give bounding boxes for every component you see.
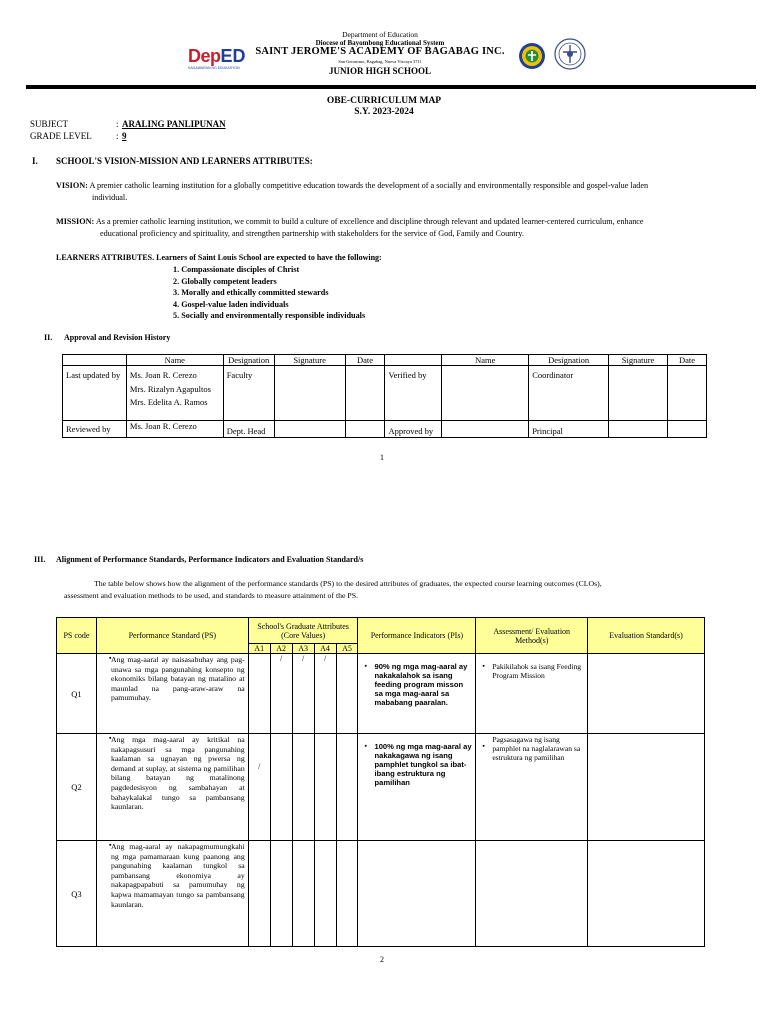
deped-logo-tagline: KAGAWARAN NG EDUKASYON [188, 66, 240, 70]
school-level: JUNIOR HIGH SCHOOL [328, 66, 431, 76]
mission-block [56, 216, 746, 240]
school-seal-icon [554, 38, 586, 70]
subject-label: SUBJECT [30, 119, 69, 129]
vision-block [56, 180, 736, 204]
subject-colon: : [116, 119, 119, 129]
last-updated-designation: Faculty [223, 366, 274, 421]
alignment-table [56, 617, 705, 947]
approved-by-name [442, 421, 529, 438]
reviewed-by-designation: Dept. Head [223, 421, 274, 438]
approval-header-designation: Designation [529, 355, 609, 366]
verified-by-designation: Coordinator [529, 366, 609, 421]
approval-header-blank [63, 355, 127, 366]
section3-intro [64, 578, 754, 601]
attr-mark-a2 [270, 841, 292, 947]
attributes-list [173, 264, 473, 322]
approval-header-date: Date [667, 355, 706, 366]
vision-line1: A premier catholic learning institution for a globally competitive education towards the development of a socially and environmentally responsible and gospel-value laden [89, 181, 649, 190]
approval-header-designation: Designation [223, 355, 274, 366]
signature-cell [609, 421, 668, 438]
approver-name: Ms. Joan R. Cerezo [129, 370, 197, 380]
approval-header-signature: Signature [609, 355, 668, 366]
date-cell [667, 421, 706, 438]
grade-label: GRADE LEVEL [30, 131, 92, 141]
approval-header-blank [385, 355, 442, 366]
approver-name: Mrs. Rizalyn Agapultos [129, 384, 211, 394]
attr-mark-a5 [336, 734, 358, 841]
ps-text: ▪ Ang mga mag-aaral ay kritikal na nakapagsusuri sa mga pangunahing kaalaman sa ugnayan ng pwersa ng demand at suplay, at sistema ng pamilihan bilang batayan ng matalinong pagdedesisyon ng sambahayan at bahaykalakal tungo sa pambansang kaunlaran. [99, 734, 248, 812]
pi-text: ▪ 90% ng mga mag-aaral ay nakakalahok sa isang feeding program misson sa mga mag-aaral sa mababang paaralan. [358, 654, 475, 707]
grade-colon: : [116, 131, 119, 141]
department-name: Department of Education [342, 30, 418, 39]
vision-label: VISION: [56, 181, 88, 190]
section1-title: SCHOOL'S VISION-MISSION AND LEARNERS ATTRIBUTES: [56, 156, 313, 166]
school-year: S.Y. 2023-2024 [354, 107, 414, 117]
attr-mark-a2: / [270, 654, 292, 734]
last-updated-label: Last updated by [63, 366, 127, 421]
ps-text: ▪ Ang mag-aaral ay nakapagmumungkahi ng mga pamamaraan kung paanong ang pangunahing kaalaman tungkol sa pambansang ekonomiya ay nakapagpapabuti sa pamumuhay ng kapwa mamamayan tungo sa pambansang kaunlaran. [99, 841, 248, 909]
attr-mark-a4: / [314, 654, 336, 734]
pi-cell [358, 734, 476, 841]
vision-line2: individual. [92, 193, 128, 202]
diocese-name: Diocese of Bayombong Educational System [315, 39, 445, 47]
col-attr-a3: A3 [292, 644, 314, 654]
attr-mark-a4 [314, 734, 336, 841]
col-evaluation-standard: Evaluation Standard(s) [588, 618, 705, 654]
table-row [57, 734, 705, 841]
attribute-item: 1. Compassionate disciples of Christ [173, 265, 300, 274]
es-cell [588, 734, 705, 841]
table-row [57, 654, 705, 734]
approval-table [62, 354, 707, 438]
header-rule [26, 85, 756, 89]
pi-text: ▪ 100% ng mga mag-aaral ay nakakagawa ng isang pamphlet tungkol sa ibat-ibang estruktura ng pamilihan [358, 734, 475, 787]
alignment-header-row [57, 618, 705, 644]
ps-text: ▪ Ang mag-aaral ay naisasabuhay ang pag-unawa sa mga pangunahing konsepto ng ekonomiks bilang batayan ng matalino at maunlad na pang-araw-araw na pamumuhay. [99, 654, 248, 703]
mission-line1: As a premier catholic learning institution, we commit to build a culture of excellence and discipline through relevant and updated learner-centered curriculum, enhance [95, 217, 644, 226]
attr-mark-a3 [292, 734, 314, 841]
section2-number: II. [44, 333, 53, 342]
school-address: San Geronimo, Bagabag, Nueva Vizcaya 3711 [338, 59, 422, 64]
section3-intro-line1: The table below shows how the alignment of the performance standards (PS) to the desired attributes of graduates, the expected course learning outcomes (CLOs), [94, 579, 602, 588]
approval-header-date: Date [345, 355, 385, 366]
ps-code-cell: Q1 [57, 654, 97, 734]
section1-number: I. [32, 156, 38, 166]
section3-title: Alignment of Performance Standards, Performance Indicators and Evaluation Standard/s [56, 555, 364, 564]
attribute-item: 5. Socially and environmentally responsible individuals [173, 311, 366, 321]
attr-mark-a4 [314, 841, 336, 947]
approval-header-name: Name [126, 355, 223, 366]
col-graduate-attributes: School's Graduate Attributes (Core Values) [248, 618, 358, 644]
subject-value: ARALING PANLIPUNAN [122, 119, 226, 129]
ps-cell [96, 654, 248, 734]
grade-value: 9 [122, 131, 127, 141]
signature-cell [609, 366, 668, 421]
section3-number: III. [34, 555, 46, 564]
signature-cell [274, 421, 345, 438]
am-cell [476, 654, 588, 734]
attr-mark-a1 [248, 841, 270, 947]
approved-by-label: Approved by [385, 421, 442, 438]
ps-cell [96, 841, 248, 947]
col-attr-a5: A5 [336, 644, 358, 654]
school-name: SAINT JEROME'S ACADEMY OF BAGABAG INC. [255, 46, 505, 57]
attr-mark-a5 [336, 841, 358, 947]
attr-mark-a1 [248, 654, 270, 734]
ps-code-cell: Q3 [57, 841, 97, 947]
signature-cell [274, 366, 345, 421]
approval-row-reviewed [63, 421, 707, 438]
approval-header-signature: Signature [274, 355, 345, 366]
approval-header-row [63, 355, 707, 366]
approval-row-last-updated [63, 366, 707, 421]
col-assessment-method: Assessment/ Evaluation Method(s) [476, 618, 588, 654]
am-text: ▪ Pakikilahok sa isang Feeding Program Mission [476, 654, 587, 680]
col-attr-a4: A4 [314, 644, 336, 654]
col-attr-a2: A2 [270, 644, 292, 654]
approved-by-designation: Principal [529, 421, 609, 438]
date-cell [345, 421, 385, 438]
reviewed-by-label: Reviewed by [63, 421, 127, 438]
date-cell [667, 366, 706, 421]
mission-label: MISSION: [56, 217, 95, 226]
section2-title: Approval and Revision History [64, 333, 171, 342]
attributes-intro: LEARNERS ATTRIBUTES. Learners of Saint Louis School are expected to have the following: [56, 253, 382, 262]
attribute-item: 3. Morally and ethically committed stewards [173, 288, 329, 298]
ps-cell [96, 734, 248, 841]
attribute-item: 2. Globally competent leaders [173, 276, 277, 286]
deped-logo-dep: Dep [188, 46, 221, 66]
col-ps-code: PS code [57, 618, 97, 654]
mission-line2: educational proficiency and spirituality, and strengthen partnership with stakeholders for the service of God, Family and Country. [100, 229, 524, 238]
verified-by-name [442, 366, 529, 421]
ps-code-cell: Q2 [57, 734, 97, 841]
page-number-2: 2 [380, 955, 384, 964]
map-title: OBE-CURRICULUM MAP [326, 96, 442, 106]
pi-cell [358, 841, 476, 947]
diocese-seal-icon [518, 42, 546, 70]
am-text: ▪ Pagsasagawa ng isang pamphlet na naglalarawan sa estruktura ng pamilihan [476, 734, 587, 762]
attr-mark-a5 [336, 654, 358, 734]
last-updated-names [126, 366, 223, 421]
attr-mark-a2 [270, 734, 292, 841]
col-performance-standard: Performance Standard (PS) [96, 618, 248, 654]
col-performance-indicators: Performance Indicators (PIs) [358, 618, 476, 654]
approver-name: Mrs. Edelita A. Ramos [129, 397, 208, 407]
reviewed-by-name: Ms. Joan R. Cerezo [126, 421, 223, 438]
page-number-1: 1 [380, 453, 384, 462]
es-cell [588, 841, 705, 947]
table-row [57, 841, 705, 947]
attr-mark-a1: / [248, 734, 270, 841]
deped-logo-ed: ED [220, 46, 246, 66]
date-cell [345, 366, 385, 421]
am-cell [476, 841, 588, 947]
attr-mark-a3 [292, 841, 314, 947]
section3-intro-line2: assessment and evaluation methods to be used, and standards to measure attainment of the PS. [64, 590, 359, 600]
approval-header-name: Name [442, 355, 529, 366]
attribute-item: 4. Gospel-value laden individuals [173, 299, 289, 309]
pi-cell [358, 654, 476, 734]
es-cell [588, 654, 705, 734]
attr-mark-a3: / [292, 654, 314, 734]
verified-by-label: Verified by [385, 366, 442, 421]
col-attr-a1: A1 [248, 644, 270, 654]
am-cell [476, 734, 588, 841]
